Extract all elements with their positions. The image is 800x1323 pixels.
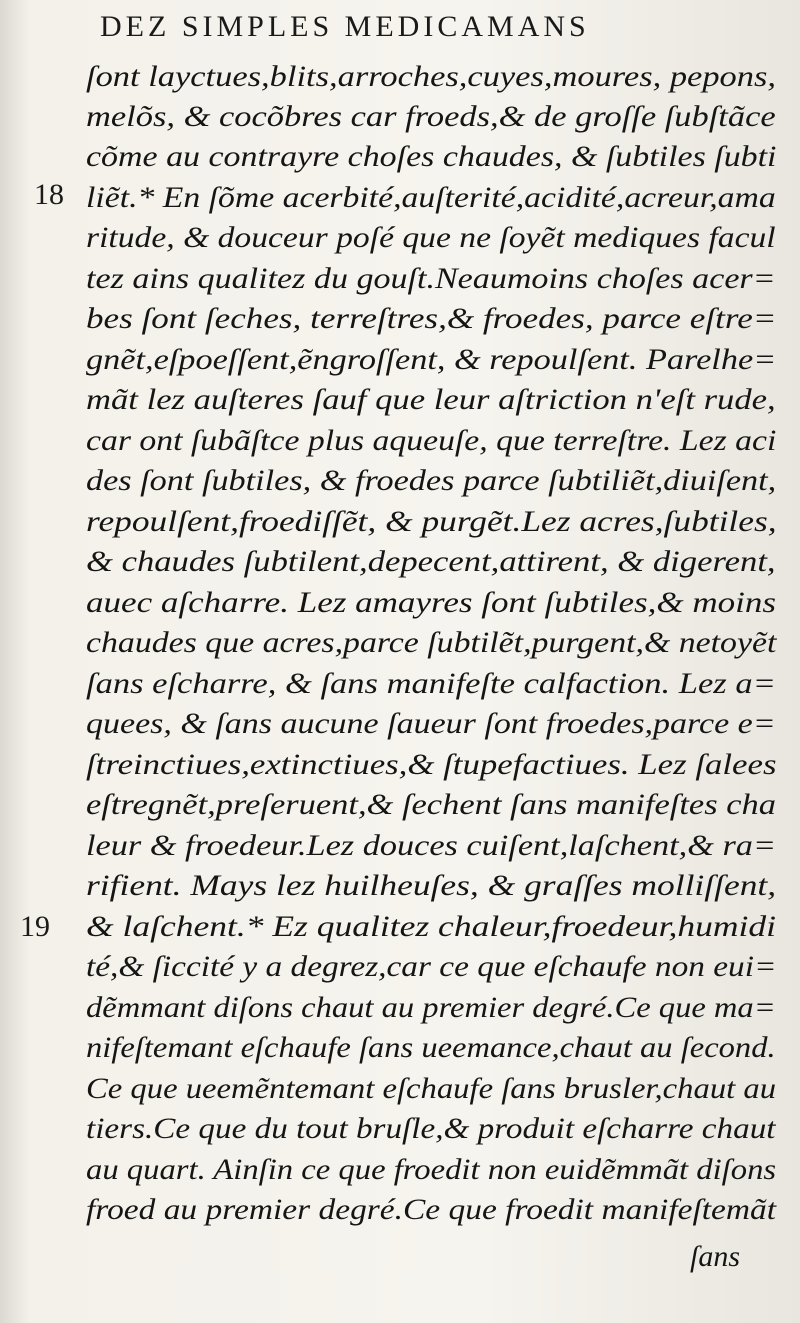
margin-number-18: 18: [34, 178, 64, 211]
text-line: liẽt.* En ſõme acerbité,auſterité,acidité,acreur,ama: [86, 181, 776, 214]
text-line: auec aſcharre. Lez amayres ſont ſubtiles,& moins: [86, 586, 777, 619]
text-line: nifeſtemant eſchaufe ſans ueemance,chaut au ſecond.: [86, 1031, 776, 1064]
text-line: froed au premier degré.Ce que froedit manifeſtemãt: [86, 1193, 777, 1226]
margin-number-19: 19: [20, 910, 50, 943]
text-line: ſtreinctiues,extinctiues,& ſtupefactiues. Lez ſalees: [86, 748, 777, 781]
text-line: dẽmmant diſons chaut au premier degré.Ce que ma=: [86, 991, 776, 1024]
text-line: rifient. Mays lez huilheuſes, & graſſes molliſſent,: [86, 869, 777, 902]
text-line: chaudes que acres,parce ſubtilẽt,purgent,& netoyẽt: [86, 626, 777, 659]
running-header: DEZ SIMPLES MEDICAMANS: [100, 10, 590, 43]
text-line: cõme au contrayre choſes chaudes, & ſubtiles ſubti: [86, 140, 777, 173]
text-line: repoulſent,froediſſẽt, & purgẽt.Lez acres,ſubtiles,: [86, 505, 777, 538]
text-line: mãt lez auſteres ſauf que leur aſtriction n'eſt rude,: [86, 383, 776, 416]
text-line: leur & froedeur.Lez douces cuiſent,laſchent,& ra=: [86, 829, 777, 862]
text-line: bes ſont ſeches, terreſtres,& froedes, parce eſtre=: [86, 302, 777, 335]
text-line: tiers.Ce que du tout bruſle,& produit eſcharre chaut: [86, 1112, 776, 1145]
text-line: Ce que ueemẽntemant eſchaufe ſans brusler,chaut au: [86, 1072, 777, 1105]
text-line: té,& ſiccité y a degrez,car ce que eſchaufe non eui=: [86, 950, 777, 983]
text-line: car ont ſubãſtce plus aqueuſe, que terreſtre. Lez aci: [86, 424, 777, 457]
catchword: ſans: [690, 1240, 741, 1273]
text-line: & chaudes ſubtilent,depecent,attirent, & digerent,: [86, 545, 776, 578]
text-line: quees, & ſans aucune ſaueur ſont froedes,parce e=: [86, 707, 776, 740]
text-line: ſont layctues,blits,arroches,cuyes,moures, pepons,: [86, 60, 777, 93]
text-line: des ſont ſubtiles, & froedes parce ſubtiliẽt,diuiſent,: [86, 464, 777, 497]
text-line: eſtregnẽt,preſeruent,& ſechent ſans manifeſtes cha: [86, 788, 776, 821]
text-line: gnẽt,eſpoeſſent,ẽngroſſent, & repoulſent. Parelhe=: [86, 343, 777, 376]
text-line: ſans eſcharre, & ſans manifeſte calfaction. Lez a=: [86, 667, 776, 700]
text-line: melõs, & cocõbres car froeds,& de groſſe ſubſtãce: [86, 100, 776, 133]
text-line: au quart. Ainſin ce que froedit non euidẽmmãt diſons: [86, 1153, 777, 1186]
text-line: tez ains qualitez du gouſt.Neaumoins choſes acer=: [86, 262, 776, 295]
text-line: & laſchent.* Ez qualitez chaleur,froedeur,humidi: [86, 910, 776, 943]
text-line: ritude, & douceur poſé que ne ſoyẽt mediques facul: [86, 221, 776, 254]
